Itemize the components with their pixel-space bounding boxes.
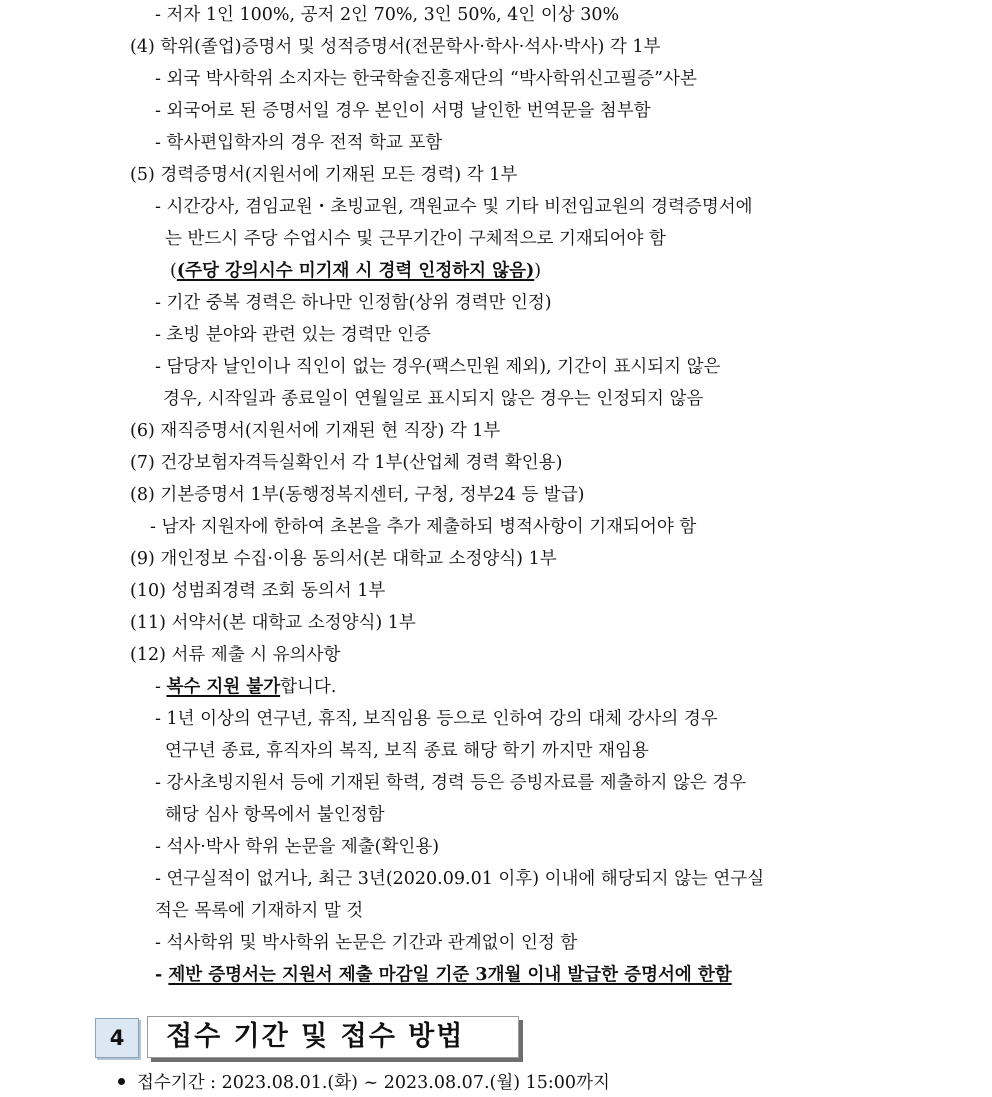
section-title-box [147, 1016, 519, 1058]
text-line: - 외국 박사학위 소지자는 한국학술진흥재단의 “박사학위신고필증”사본 [155, 69, 697, 89]
text-line: (10) 성범죄경력 조회 동의서 1부 [130, 581, 386, 601]
text-line: 적은 목록에 기재하지 말 것 [155, 901, 364, 921]
text-line: - 초빙 분야와 관련 있는 경력만 인증 [155, 325, 431, 345]
text-line: - 학사편입학자의 경우 전적 학교 포함 [155, 133, 443, 153]
text-line: (6) 재직증명서(지원서에 기재된 현 직장) 각 1부 [130, 421, 501, 441]
dash: - [155, 677, 167, 697]
text-line: - 연구실적이 없거나, 최근 3년(2020.09.01 이후) 이내에 해당되지 않는 연구실 [155, 869, 765, 889]
text-line: (7) 건강보험자격득실확인서 각 1부(산업체 경력 확인용) [130, 453, 563, 473]
text-line: - 저자 1인 100%, 공저 2인 70%, 3인 50%, 4인 이상 30% [155, 5, 620, 25]
multi-apply-rest: 합니다. [280, 677, 337, 697]
bullet-icon [118, 1078, 125, 1085]
text-line: 연구년 종료, 휴직자의 복직, 보직 종료 해당 학기 까지만 재임용 [165, 741, 649, 761]
text-line: - 1년 이상의 연구년, 휴직, 보직임용 등으로 인하여 강의 대체 강사의 경우 [155, 709, 718, 729]
text-line: - 남자 지원자에 한하여 초본을 추가 제출하되 병적사항이 기재되어야 함 [150, 517, 697, 537]
bracket-close: ) [534, 261, 542, 281]
text-line: 경우, 시작일과 종료일이 연월일로 표시되지 않은 경우는 인정되지 않음 [163, 389, 704, 409]
text-line: (9) 개인정보 수집·이용 동의서(본 대학교 소정양식) 1부 [130, 549, 557, 569]
text-line: - 석사학위 및 박사학위 논문은 기간과 관계없이 인정 함 [155, 933, 578, 953]
text-line: (12) 서류 제출 시 유의사항 [130, 645, 341, 665]
underlined-note [170, 258, 541, 284]
final-note-emphasis: 제반 증명서는 지원서 제출 마감일 기준 3개월 이내 발급한 증명서에 한함 [168, 965, 732, 985]
text-line: (8) 기본증명서 1부(동행정복지센터, 구청, 정부24 등 발급) [130, 485, 585, 505]
text-line: - 강사초빙지원서 등에 기재된 학력, 경력 등은 증빙자료를 제출하지 않은 경우 [155, 773, 747, 793]
dash: - [155, 965, 169, 985]
text-line: 해당 심사 항목에서 불인정함 [165, 805, 385, 825]
multi-apply-emphasis: 복수 지원 불가 [166, 677, 281, 697]
text-line: - 기간 중복 경력은 하나만 인정함(상위 경력만 인정) [155, 293, 552, 313]
text-line: - 시간강사, 겸임교원・초빙교원, 객원교수 및 기타 비전임교원의 경력증명서에 [155, 197, 753, 217]
note-emphasis: (주당 강의시수 미기재 시 경력 인정하지 않음) [176, 261, 535, 281]
text-line: (5) 경력증명서(지원서에 기재된 모든 경력) 각 1부 [130, 165, 518, 185]
section-title: 접수 기간 및 접수 방법 [166, 1021, 465, 1052]
bracket-open: ( [170, 261, 177, 281]
final-note [155, 962, 732, 988]
text-line: - 외국어로 된 증명서일 경우 본인이 서명 날인한 번역문을 첨부함 [155, 101, 651, 121]
text-line: - 석사·박사 학위 논문을 제출(확인용) [155, 837, 440, 857]
text-line: 는 반드시 주당 수업시수 및 근무기간이 구체적으로 기재되어야 함 [165, 229, 666, 249]
text-line: (4) 학위(졸업)증명서 및 성적증명서(전문학사·학사·석사·박사) 각 1부 [130, 37, 661, 57]
section-header [95, 1016, 525, 1062]
period-item [118, 1070, 610, 1096]
text-line: (11) 서약서(본 대학교 소정양식) 1부 [130, 613, 416, 633]
section-number: 4 [95, 1018, 139, 1058]
multi-apply-note [155, 674, 336, 700]
period-text: 접수기간 : 2023.08.01.(화) ~ 2023.08.07.(월) 15:00까지 [137, 1073, 610, 1093]
text-line: - 담당자 날인이나 직인이 없는 경우(팩스민원 제외), 기간이 표시되지 않은 [155, 357, 721, 377]
